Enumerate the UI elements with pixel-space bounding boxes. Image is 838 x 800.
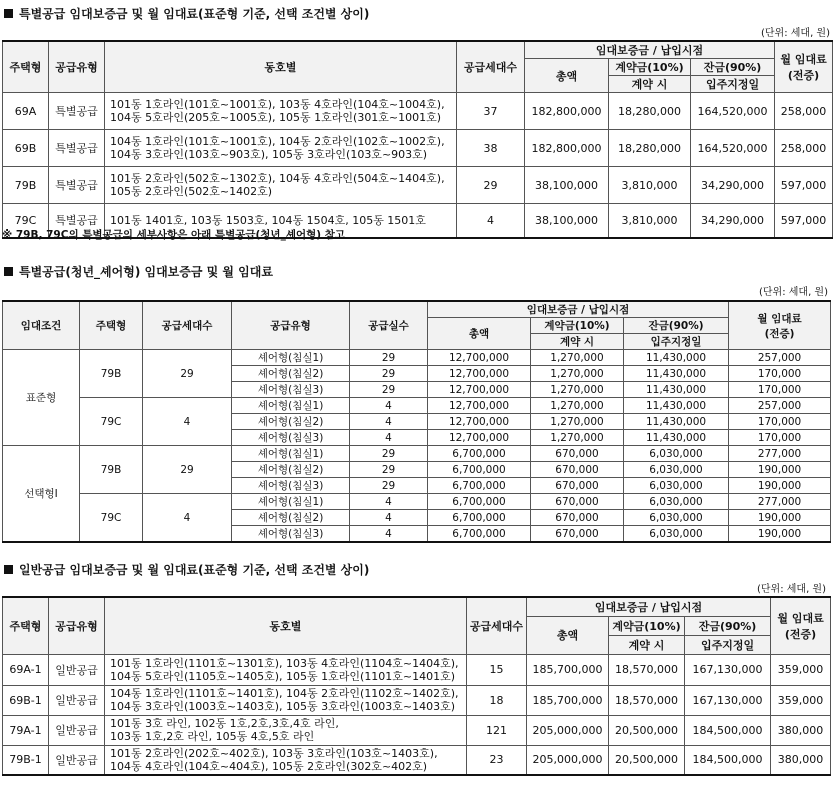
cell-total: 6,700,000 [428,462,531,478]
table-row [3,167,833,204]
header-units: 공급세대수 [457,41,525,93]
cell-actual: 4 [350,526,428,543]
section3-title [4,561,369,578]
cell-balance: 6,030,000 [624,526,729,543]
cell-supply: 셰어형(침실2) [232,510,350,526]
cell-type: 79A-1 [3,715,49,745]
cell-type: 79B [3,167,49,204]
cell-dong-line2: 103동 1호,2호 라인, 105동 4호,5호 라인 [110,730,315,743]
header-supply-type: 공급유형 [49,41,105,93]
header-balance: 잔금(90%) [624,318,729,334]
cell-actual: 4 [350,494,428,510]
cell-total: 182,800,000 [525,130,609,167]
square-bullet-icon [4,565,13,574]
cell-rent: 380,000 [771,745,831,775]
cell-rent: 359,000 [771,685,831,715]
cell-total: 205,000,000 [527,715,609,745]
cell-contract: 3,810,000 [609,167,691,204]
cell-type: 79B [80,350,143,398]
cell-contract: 18,280,000 [609,130,691,167]
header-rent-label: 월 임대료 [780,53,827,66]
cell-balance: 11,430,000 [624,350,729,366]
header-rent-label: 월 임대료 [777,611,824,625]
table-row [3,745,831,775]
youth-share-body [3,350,831,543]
cell-balance: 6,030,000 [624,478,729,494]
cell-type: 79C [3,204,49,238]
cell-total: 185,700,000 [527,654,609,685]
header-balance-time: 입주지정일 [691,76,775,93]
cell-actual: 4 [350,510,428,526]
cell-dong-line1: 101동 1401호, 103동 1503호, 104동 1504호, 105동 1501호 [110,213,426,227]
cell-dong-line2: 104동 3호라인(103호~903호), 105동 3호라인(103호~903호) [110,148,428,161]
cell-total: 12,700,000 [428,350,531,366]
cell-contract: 1,270,000 [531,350,624,366]
cell-type: 79C [80,398,143,446]
cell-total: 38,100,000 [525,167,609,204]
table-row [3,446,831,462]
header-contract-time: 계약 시 [609,76,691,93]
cell-units: 121 [467,715,527,745]
header-rent [729,301,831,350]
table-row [3,685,831,715]
cell-total: 6,700,000 [428,478,531,494]
cell-balance: 34,290,000 [691,204,775,238]
cell-type: 79B [80,446,143,494]
cell-total: 12,700,000 [428,398,531,414]
table-row [3,494,831,510]
header-deposit-group: 임대보증금 / 납입시점 [527,597,771,616]
section2-unit: (단위: 세대, 원) [758,287,828,298]
header-contract: 계약금(10%) [609,616,685,635]
cell-dong-line1: 101동 1호라인(101호~1001호), 103동 4호라인(104호~1004호), [110,98,445,111]
cell-supply: 특별공급 [49,167,105,204]
cell-balance: 6,030,000 [624,446,729,462]
cell-contract: 1,270,000 [531,414,624,430]
header-deposit-group: 임대보증금 / 납입시점 [428,301,729,318]
cell-contract: 670,000 [531,526,624,543]
cell-actual: 4 [350,414,428,430]
cell-supply: 일반공급 [49,654,105,685]
cell-dong-line2: 104동 5호라인(205호~1005호), 105동 1호라인(301호~1001호) [110,111,442,124]
cell-balance: 184,500,000 [685,745,771,775]
cell-contract: 20,500,000 [609,715,685,745]
header-contract: 계약금(10%) [609,59,691,76]
cell-actual: 29 [350,350,428,366]
header-deposit-group: 임대보증금 / 납입시점 [525,41,775,59]
cell-contract: 1,270,000 [531,382,624,398]
cell-supply: 셰어형(침실3) [232,478,350,494]
cell-supply: 셰어형(침실1) [232,446,350,462]
cell-total: 185,700,000 [527,685,609,715]
cell-dong-line2: 104동 5호라인(1105호~1405호), 105동 1호라인(1101호~1401호) [110,669,456,683]
cell-contract: 670,000 [531,494,624,510]
header-units: 공급세대수 [143,301,232,350]
cell-condition: 표준형 [3,350,80,446]
cell-contract: 18,570,000 [609,654,685,685]
cell-contract: 1,270,000 [531,366,624,382]
cell-supply: 셰어형(침실2) [232,462,350,478]
table-row [3,398,831,414]
cell-dong-line1: 104동 1호라인(101호~1001호), 104동 2호라인(102호~1002호), [110,135,445,148]
cell-balance: 11,430,000 [624,382,729,398]
cell-rent: 190,000 [729,478,831,494]
cell-total: 12,700,000 [428,414,531,430]
cell-contract: 18,280,000 [609,93,691,130]
cell-dong-line1: 104동 1호라인(1101호~1401호), 104동 2호라인(1102호~1402호), [110,687,459,700]
header-balance-time: 입주지정일 [685,635,771,654]
header-rent [771,597,831,654]
cell-rent: 190,000 [729,526,831,543]
cell-balance: 11,430,000 [624,366,729,382]
cell-rent: 597,000 [775,167,833,204]
cell-supply: 일반공급 [49,685,105,715]
header-dong: 동호별 [105,597,467,654]
cell-contract: 1,270,000 [531,398,624,414]
cell-supply: 일반공급 [49,745,105,775]
cell-balance: 6,030,000 [624,510,729,526]
cell-total: 6,700,000 [428,494,531,510]
cell-rent: 597,000 [775,204,833,238]
header-rent-sub: (전증) [784,627,817,641]
cell-type: 79C [80,494,143,543]
cell-contract: 670,000 [531,478,624,494]
cell-dong-line1: 101동 1호라인(1101호~1301호), 103동 4호라인(1104호~1404호), [110,656,459,670]
header-rent-sub: (전증) [787,69,820,82]
cell-supply: 셰어형(침실1) [232,398,350,414]
table-row [3,350,831,366]
cell-contract: 1,270,000 [531,430,624,446]
cell-balance: 167,130,000 [685,654,771,685]
cell-units: 15 [467,654,527,685]
square-bullet-icon [4,9,13,18]
cell-total: 12,700,000 [428,430,531,446]
cell-supply: 셰어형(침실2) [232,414,350,430]
cell-supply: 셰어형(침실2) [232,366,350,382]
cell-rent: 170,000 [729,430,831,446]
cell-units: 4 [143,398,232,446]
cell-type: 69A-1 [3,654,49,685]
cell-rent: 170,000 [729,382,831,398]
cell-dong [105,130,457,167]
cell-dong [105,715,467,745]
header-supply-type: 공급유형 [232,301,350,350]
header-contract-time: 계약 시 [609,635,685,654]
cell-rent: 190,000 [729,462,831,478]
header-house-type: 주택형 [3,41,49,93]
cell-rent: 170,000 [729,414,831,430]
cell-supply: 셰어형(침실1) [232,350,350,366]
cell-actual: 4 [350,398,428,414]
header-units: 공급세대수 [467,597,527,654]
section3-unit: (단위: 세대, 원) [756,584,826,595]
general-supply-table [2,596,831,776]
cell-type: 69A [3,93,49,130]
cell-total: 6,700,000 [428,526,531,543]
cell-rent: 257,000 [729,398,831,414]
cell-dong [105,93,457,130]
cell-actual: 29 [350,366,428,382]
cell-contract: 670,000 [531,462,624,478]
youth-share-table [2,300,831,543]
header-total: 총액 [527,616,609,654]
table-row [3,130,833,167]
table-row [3,715,831,745]
header-contract: 계약금(10%) [531,318,624,334]
header-balance: 잔금(90%) [691,59,775,76]
cell-rent: 380,000 [771,715,831,745]
cell-contract: 20,500,000 [609,745,685,775]
cell-balance: 167,130,000 [685,685,771,715]
cell-rent: 257,000 [729,350,831,366]
cell-total: 205,000,000 [527,745,609,775]
cell-contract: 670,000 [531,510,624,526]
cell-dong-line1: 101동 3호 라인, 102동 1호,2호,3호,4호 라인, [110,717,339,730]
section1-unit: (단위: 세대, 원) [760,28,830,39]
header-supply-type: 공급유형 [49,597,105,654]
cell-condition: 선택형Ⅰ [3,446,80,543]
cell-dong [105,167,457,204]
cell-type: 79B-1 [3,745,49,775]
cell-supply: 셰어형(침실1) [232,494,350,510]
cell-actual: 29 [350,382,428,398]
table-row [3,93,833,130]
header-rent-sub: (전증) [764,327,795,340]
cell-dong [105,654,467,685]
cell-units: 4 [457,204,525,238]
section1-title [4,5,369,22]
cell-actual: 4 [350,430,428,446]
header-actual: 공급실수 [350,301,428,350]
cell-balance: 11,430,000 [624,398,729,414]
cell-supply: 특별공급 [49,204,105,238]
header-dong: 동호별 [105,41,457,93]
section2-title-text: 특별공급(청년_셰어형) 임대보증금 및 월 임대료 [19,265,273,279]
header-total: 총액 [428,318,531,350]
cell-actual: 29 [350,462,428,478]
cell-balance: 184,500,000 [685,715,771,745]
cell-dong [105,685,467,715]
cell-rent: 359,000 [771,654,831,685]
section2-title [4,263,273,280]
cell-units: 29 [457,167,525,204]
cell-rent: 190,000 [729,510,831,526]
cell-dong-line2: 105동 2호라인(502호~1402호) [110,185,273,198]
cell-supply: 일반공급 [49,715,105,745]
cell-units: 18 [467,685,527,715]
cell-units: 29 [143,350,232,398]
cell-balance: 11,430,000 [624,430,729,446]
header-total: 총액 [525,59,609,93]
cell-balance: 164,520,000 [691,93,775,130]
cell-units: 38 [457,130,525,167]
cell-balance: 34,290,000 [691,167,775,204]
section1-title-text: 특별공급 임대보증금 및 월 임대료(표준형 기준, 선택 조건별 상이) [19,7,370,21]
cell-dong-line1: 101동 2호라인(502호~1302호), 104동 4호라인(504호~1404호), [110,172,445,185]
cell-dong [105,745,467,775]
square-bullet-icon [4,267,13,276]
cell-rent: 277,000 [729,494,831,510]
cell-dong-line1: 101동 2호라인(202호~402호), 103동 3호라인(103호~1403호), [110,746,438,760]
cell-total: 182,800,000 [525,93,609,130]
cell-supply: 셰어형(침실3) [232,430,350,446]
cell-total: 6,700,000 [428,446,531,462]
header-rent-label: 월 임대료 [757,312,802,325]
table-row [3,654,831,685]
header-contract-time: 계약 시 [531,334,624,350]
cell-total: 38,100,000 [525,204,609,238]
cell-total: 6,700,000 [428,510,531,526]
cell-supply: 특별공급 [49,130,105,167]
header-condition: 임대조건 [3,301,80,350]
cell-total: 12,700,000 [428,382,531,398]
cell-balance: 6,030,000 [624,462,729,478]
cell-actual: 29 [350,446,428,462]
header-house-type: 주택형 [3,597,49,654]
cell-balance: 11,430,000 [624,414,729,430]
section3-title-text: 일반공급 임대보증금 및 월 임대료(표준형 기준, 선택 조건별 상이) [19,563,370,577]
cell-units: 29 [143,446,232,494]
cell-contract: 18,570,000 [609,685,685,715]
cell-rent: 277,000 [729,446,831,462]
cell-supply: 셰어형(침실3) [232,526,350,543]
cell-balance: 164,520,000 [691,130,775,167]
cell-units: 23 [467,745,527,775]
cell-supply: 특별공급 [49,93,105,130]
cell-contract: 3,810,000 [609,204,691,238]
cell-actual: 29 [350,478,428,494]
cell-rent: 170,000 [729,366,831,382]
cell-dong-line2: 104동 3호라인(1003호~1403호), 105동 3호라인(1003호~1403호) [110,700,456,713]
header-rent [775,41,833,93]
cell-contract: 670,000 [531,446,624,462]
special-supply-table [2,40,833,239]
header-balance-time: 입주지정일 [624,334,729,350]
cell-rent: 258,000 [775,93,833,130]
cell-supply: 셰어형(침실3) [232,382,350,398]
cell-units: 4 [143,494,232,543]
header-house-type: 주택형 [80,301,143,350]
cell-units: 37 [457,93,525,130]
cell-total: 12,700,000 [428,366,531,382]
cell-dong-line2: 104동 4호라인(104호~404호), 105동 2호라인(302호~402호) [110,759,428,773]
cell-balance: 6,030,000 [624,494,729,510]
cell-rent: 258,000 [775,130,833,167]
cell-type: 69B [3,130,49,167]
header-balance: 잔금(90%) [685,616,771,635]
cell-type: 69B-1 [3,685,49,715]
section1-note: ※ 79B, 79C의 특별공급의 세부사항은 아래 특별공급(청년_셰어형) 참고 [2,229,345,241]
